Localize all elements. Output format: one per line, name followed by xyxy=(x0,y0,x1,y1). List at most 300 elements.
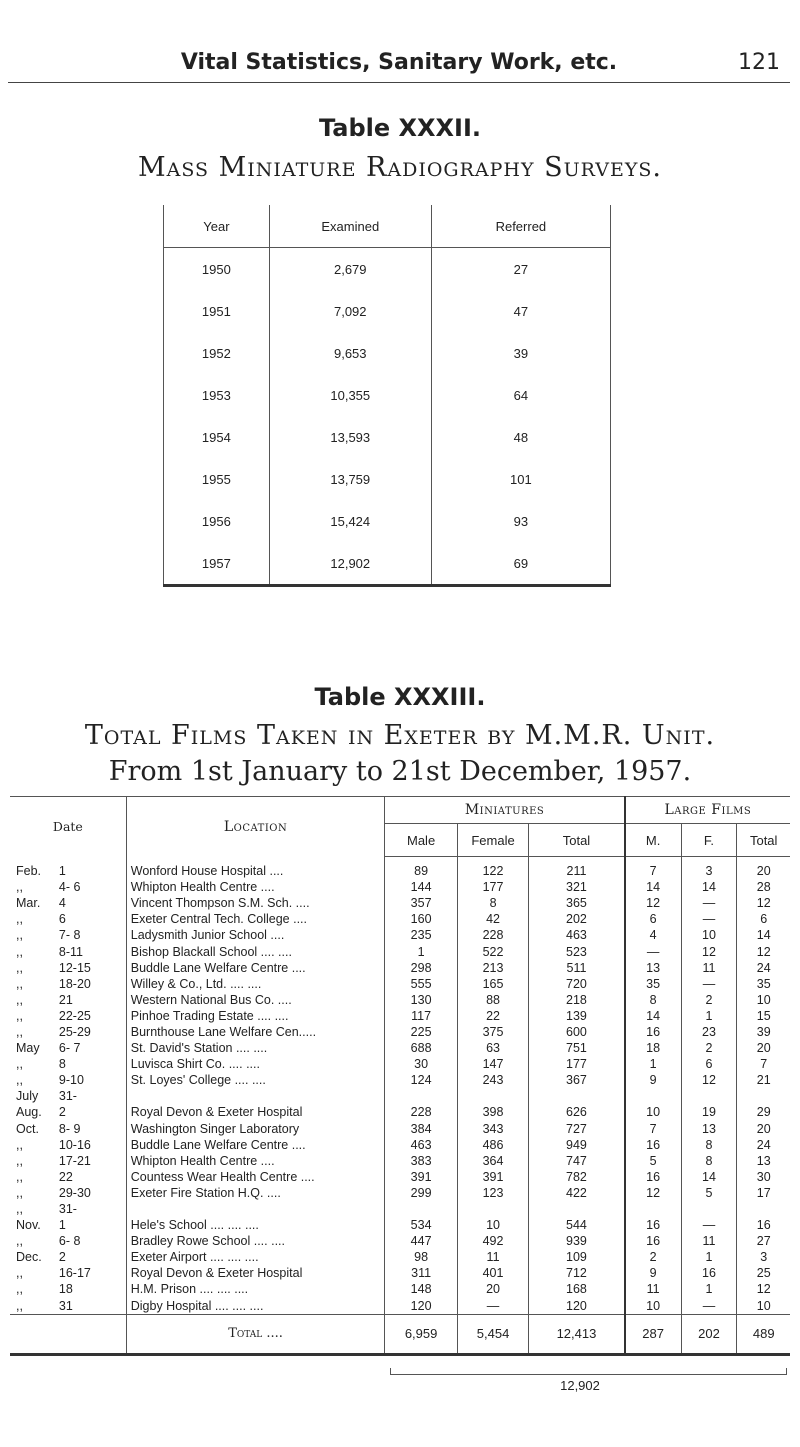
large-total-cell: 13 xyxy=(737,1153,790,1169)
female-cell xyxy=(457,1201,528,1217)
large-m-cell xyxy=(625,1088,681,1104)
large-total-cell: 14 xyxy=(737,927,790,943)
examined-cell: 2,679 xyxy=(269,248,431,291)
large-total-cell: 15 xyxy=(737,1008,790,1024)
header-title: Vital Statistics, Sanitary Work, etc. xyxy=(180,50,618,75)
day-cell: 18-20 xyxy=(58,976,91,991)
large-m-cell: 16 xyxy=(625,1024,681,1040)
year-cell: 1954 xyxy=(164,416,270,458)
table-row xyxy=(10,1265,790,1281)
male-cell xyxy=(385,1201,457,1217)
male-cell: 30 xyxy=(385,1056,457,1072)
large-f-cell: — xyxy=(681,911,737,927)
location-cell: Wonford House Hospital .... xyxy=(126,863,385,879)
female-cell: 20 xyxy=(457,1281,528,1297)
total-cell: 202 xyxy=(529,911,625,927)
referred-cell: 47 xyxy=(431,290,610,332)
table-row xyxy=(10,992,790,1008)
table32-label: Table XXXII. xyxy=(319,114,481,142)
month-cell: ,, xyxy=(16,1234,23,1249)
month-cell: May xyxy=(16,1041,40,1056)
male-cell: 384 xyxy=(385,1121,457,1137)
location-cell: Hele's School .... .... .... xyxy=(126,1217,385,1233)
month-cell: ,, xyxy=(16,880,23,895)
large-m-cell: 10 xyxy=(625,1298,681,1315)
year-cell: 1951 xyxy=(164,290,270,332)
col-male: Male xyxy=(385,824,457,857)
col-f: F. xyxy=(681,824,737,857)
male-cell: 225 xyxy=(385,1024,457,1040)
female-cell: 391 xyxy=(457,1169,528,1185)
male-cell: 311 xyxy=(385,1265,457,1281)
referred-cell: 27 xyxy=(431,248,610,291)
male-cell: 1 xyxy=(385,943,457,959)
col-referred: Referred xyxy=(431,205,610,248)
total-m: 287 xyxy=(625,1314,681,1354)
day-cell: 2 xyxy=(58,1105,66,1120)
total-cell: 727 xyxy=(529,1121,625,1137)
table-row xyxy=(10,1169,790,1185)
total-cell: 177 xyxy=(529,1056,625,1072)
table-row xyxy=(10,1040,790,1056)
day-cell: 6- 7 xyxy=(58,1041,81,1056)
large-m-cell: 7 xyxy=(625,1121,681,1137)
totals-date-cell xyxy=(10,1314,126,1354)
totals-label: Total .... xyxy=(126,1314,385,1354)
examined-cell: 10,355 xyxy=(269,374,431,416)
large-f-cell xyxy=(681,1201,737,1217)
large-f-cell: 13 xyxy=(681,1121,737,1137)
table-row xyxy=(10,1217,790,1233)
day-cell: 7- 8 xyxy=(58,928,81,943)
month-cell: July xyxy=(16,1089,39,1104)
referred-cell: 101 xyxy=(431,458,610,500)
large-f-cell: 1 xyxy=(681,1281,737,1297)
large-total-cell xyxy=(737,1088,790,1104)
male-cell: 357 xyxy=(385,895,457,911)
table-row xyxy=(10,927,790,943)
total-cell: 720 xyxy=(529,976,625,992)
large-f-cell: 2 xyxy=(681,992,737,1008)
large-m-cell: 12 xyxy=(625,895,681,911)
total-cell: 139 xyxy=(529,1008,625,1024)
female-cell: 177 xyxy=(457,879,528,895)
male-cell: 148 xyxy=(385,1281,457,1297)
month-cell: ,, xyxy=(16,976,23,991)
table33-subtitle: From 1st January to 21st December, 1957. xyxy=(108,756,692,787)
large-f-cell: 3 xyxy=(681,863,737,879)
large-m-cell: 10 xyxy=(625,1104,681,1120)
day-cell: 22-25 xyxy=(58,1008,91,1023)
page-number: 121 xyxy=(738,50,780,75)
large-total-cell: 30 xyxy=(737,1169,790,1185)
referred-cell: 39 xyxy=(431,332,610,374)
col-m: M. xyxy=(625,824,681,857)
large-m-cell: 16 xyxy=(625,1217,681,1233)
day-cell: 31 xyxy=(58,1298,73,1313)
table-row xyxy=(10,960,790,976)
day-cell: 8-11 xyxy=(58,944,83,959)
month-cell: Oct. xyxy=(16,1121,39,1136)
month-cell: ,, xyxy=(16,1185,23,1200)
col-location: Location xyxy=(126,797,385,857)
location-cell: Willey & Co., Ltd. .... .... xyxy=(126,976,385,992)
female-cell: 213 xyxy=(457,960,528,976)
total-miniatures: 12,413 xyxy=(529,1314,625,1354)
male-cell: 89 xyxy=(385,863,457,879)
day-cell: 17-21 xyxy=(58,1153,91,1168)
female-cell: 375 xyxy=(457,1024,528,1040)
large-total-cell: 24 xyxy=(737,1137,790,1153)
table33-title: Total Films Taken in Exeter by M.M.R. Unit. xyxy=(84,720,716,751)
month-cell: Mar. xyxy=(16,896,41,911)
female-cell: 364 xyxy=(457,1153,528,1169)
table-row xyxy=(164,458,611,500)
male-cell: 120 xyxy=(385,1298,457,1315)
table-row xyxy=(10,1233,790,1249)
location-cell: Whipton Health Centre .... xyxy=(126,879,385,895)
location-cell: Whipton Health Centre .... xyxy=(126,1153,385,1169)
table-row xyxy=(10,1072,790,1088)
col-group-large-films: Large Films xyxy=(625,797,790,824)
table-row xyxy=(10,863,790,879)
large-f-cell: 5 xyxy=(681,1185,737,1201)
table-row xyxy=(164,290,611,332)
large-m-cell: 14 xyxy=(625,879,681,895)
total-cell: 218 xyxy=(529,992,625,1008)
male-cell: 130 xyxy=(385,992,457,1008)
total-cell: 422 xyxy=(529,1185,625,1201)
day-cell: 2 xyxy=(58,1250,66,1265)
examined-cell: 9,653 xyxy=(269,332,431,374)
large-total-cell: 10 xyxy=(737,992,790,1008)
large-total-cell: 6 xyxy=(737,911,790,927)
day-cell: 22 xyxy=(58,1169,73,1184)
col-large-total: Total xyxy=(737,824,790,857)
female-cell: 63 xyxy=(457,1040,528,1056)
female-cell: 22 xyxy=(457,1008,528,1024)
large-m-cell: 9 xyxy=(625,1072,681,1088)
day-cell: 8 xyxy=(58,1057,66,1072)
large-m-cell: 13 xyxy=(625,960,681,976)
radiography-surveys-table xyxy=(163,205,611,587)
month-cell: Aug. xyxy=(16,1105,42,1120)
large-total-cell: 25 xyxy=(737,1265,790,1281)
female-cell: 492 xyxy=(457,1233,528,1249)
day-cell: 8- 9 xyxy=(58,1121,81,1136)
month-cell: ,, xyxy=(16,1266,23,1281)
col-year: Year xyxy=(164,205,270,248)
table-row xyxy=(10,976,790,992)
large-f-cell: 1 xyxy=(681,1249,737,1265)
total-large: 489 xyxy=(737,1314,790,1354)
month-cell: ,, xyxy=(16,1137,23,1152)
day-cell: 18 xyxy=(58,1282,73,1297)
location-cell: Washington Singer Laboratory xyxy=(126,1121,385,1137)
year-cell: 1957 xyxy=(164,542,270,586)
large-f-cell: 1 xyxy=(681,1008,737,1024)
male-cell: 391 xyxy=(385,1169,457,1185)
large-f-cell: 6 xyxy=(681,1056,737,1072)
location-cell: Exeter Airport .... .... .... xyxy=(126,1249,385,1265)
total-cell: 712 xyxy=(529,1265,625,1281)
large-m-cell: 11 xyxy=(625,1281,681,1297)
location-cell: H.M. Prison .... .... .... xyxy=(126,1281,385,1297)
table-row xyxy=(10,1249,790,1265)
day-cell: 1 xyxy=(58,1218,66,1233)
day-cell: 4 xyxy=(58,896,66,911)
male-cell: 117 xyxy=(385,1008,457,1024)
large-total-cell: 20 xyxy=(737,863,790,879)
month-cell: ,, xyxy=(16,1169,23,1184)
month-cell: Nov. xyxy=(16,1218,41,1233)
day-cell: 25-29 xyxy=(58,1024,91,1039)
female-cell: 122 xyxy=(457,863,528,879)
female-cell: 398 xyxy=(457,1104,528,1120)
month-cell: ,, xyxy=(16,1073,23,1088)
table-row xyxy=(10,1281,790,1297)
day-cell: 12-15 xyxy=(58,960,91,975)
day-cell: 6- 8 xyxy=(58,1234,81,1249)
location-cell: Burnthouse Lane Welfare Cen..... xyxy=(126,1024,385,1040)
total-cell: 751 xyxy=(529,1040,625,1056)
total-cell: 600 xyxy=(529,1024,625,1040)
total-cell: 626 xyxy=(529,1104,625,1120)
total-male: 6,959 xyxy=(385,1314,457,1354)
table-row xyxy=(10,1056,790,1072)
large-m-cell: 16 xyxy=(625,1233,681,1249)
total-f: 202 xyxy=(681,1314,737,1354)
year-cell: 1956 xyxy=(164,500,270,542)
male-cell: 555 xyxy=(385,976,457,992)
large-f-cell: 19 xyxy=(681,1104,737,1120)
total-cell xyxy=(529,1201,625,1217)
large-f-cell: 11 xyxy=(681,1233,737,1249)
location-cell: Royal Devon & Exeter Hospital xyxy=(126,1265,385,1281)
location-cell: Bishop Blackall School .... .... xyxy=(126,943,385,959)
day-cell: 31- xyxy=(58,1089,77,1104)
female-cell: 10 xyxy=(457,1217,528,1233)
location-cell: St. Loyes' College .... .... xyxy=(126,1072,385,1088)
referred-cell: 93 xyxy=(431,500,610,542)
total-cell: 365 xyxy=(529,895,625,911)
male-cell: 228 xyxy=(385,1104,457,1120)
female-cell xyxy=(457,1088,528,1104)
total-cell: 168 xyxy=(529,1281,625,1297)
location-cell: Pinhoe Trading Estate .... .... xyxy=(126,1008,385,1024)
table-row xyxy=(10,1121,790,1137)
examined-cell: 13,759 xyxy=(269,458,431,500)
table-row xyxy=(164,248,611,291)
day-cell: 6 xyxy=(58,912,66,927)
large-total-cell xyxy=(737,1201,790,1217)
male-cell: 144 xyxy=(385,879,457,895)
male-cell: 463 xyxy=(385,1137,457,1153)
male-cell: 98 xyxy=(385,1249,457,1265)
location-cell: Bradley Rowe School .... .... xyxy=(126,1233,385,1249)
table-row xyxy=(10,1008,790,1024)
large-total-cell: 12 xyxy=(737,943,790,959)
large-f-cell xyxy=(681,1088,737,1104)
month-cell: ,, xyxy=(16,944,23,959)
large-f-cell: — xyxy=(681,1298,737,1315)
location-cell: Vincent Thompson S.M. Sch. .... xyxy=(126,895,385,911)
location-cell xyxy=(126,1201,385,1217)
large-total-cell: 27 xyxy=(737,1233,790,1249)
large-f-cell: 8 xyxy=(681,1137,737,1153)
male-cell: 688 xyxy=(385,1040,457,1056)
large-m-cell: 12 xyxy=(625,1185,681,1201)
day-cell: 9-10 xyxy=(58,1073,84,1088)
large-m-cell xyxy=(625,1201,681,1217)
table-row xyxy=(10,911,790,927)
large-m-cell: 18 xyxy=(625,1040,681,1056)
grand-total-brace xyxy=(390,1368,787,1375)
large-f-cell: 12 xyxy=(681,1072,737,1088)
female-cell: 228 xyxy=(457,927,528,943)
total-cell: 463 xyxy=(529,927,625,943)
month-cell: ,, xyxy=(16,1298,23,1313)
location-cell: Exeter Central Tech. College .... xyxy=(126,911,385,927)
examined-cell: 7,092 xyxy=(269,290,431,332)
large-f-cell: 2 xyxy=(681,1040,737,1056)
col-date: Date xyxy=(10,797,126,857)
year-cell: 1955 xyxy=(164,458,270,500)
large-f-cell: 10 xyxy=(681,927,737,943)
large-m-cell: — xyxy=(625,943,681,959)
female-cell: — xyxy=(457,1298,528,1315)
male-cell: 235 xyxy=(385,927,457,943)
large-m-cell: 16 xyxy=(625,1169,681,1185)
large-total-cell: 24 xyxy=(737,960,790,976)
large-total-cell: 12 xyxy=(737,895,790,911)
location-cell: Digby Hospital .... .... .... xyxy=(126,1298,385,1315)
male-cell: 298 xyxy=(385,960,457,976)
month-cell: ,, xyxy=(16,960,23,975)
female-cell: 88 xyxy=(457,992,528,1008)
examined-cell: 12,902 xyxy=(269,542,431,586)
large-total-cell: 12 xyxy=(737,1281,790,1297)
female-cell: 343 xyxy=(457,1121,528,1137)
total-cell: 544 xyxy=(529,1217,625,1233)
large-total-cell: 17 xyxy=(737,1185,790,1201)
table-row xyxy=(10,1201,790,1217)
month-cell: ,, xyxy=(16,912,23,927)
referred-cell: 48 xyxy=(431,416,610,458)
col-group-miniatures: Miniatures xyxy=(385,797,625,824)
large-m-cell: 5 xyxy=(625,1153,681,1169)
large-f-cell: — xyxy=(681,895,737,911)
female-cell: 401 xyxy=(457,1265,528,1281)
female-cell: 165 xyxy=(457,976,528,992)
running-header xyxy=(8,50,790,83)
col-female: Female xyxy=(457,824,528,857)
totals-row xyxy=(10,1314,790,1354)
total-cell: 523 xyxy=(529,943,625,959)
large-f-cell: 12 xyxy=(681,943,737,959)
examined-cell: 13,593 xyxy=(269,416,431,458)
total-cell xyxy=(529,1088,625,1104)
month-cell: ,, xyxy=(16,1057,23,1072)
large-total-cell: 7 xyxy=(737,1056,790,1072)
male-cell: 124 xyxy=(385,1072,457,1088)
year-cell: 1953 xyxy=(164,374,270,416)
location-cell: Luvisca Shirt Co. .... .... xyxy=(126,1056,385,1072)
large-m-cell: 14 xyxy=(625,1008,681,1024)
large-f-cell: — xyxy=(681,1217,737,1233)
large-m-cell: 35 xyxy=(625,976,681,992)
day-cell: 1 xyxy=(58,864,66,879)
location-cell: Buddle Lane Welfare Centre .... xyxy=(126,1137,385,1153)
month-cell: Feb. xyxy=(16,864,42,879)
year-cell: 1952 xyxy=(164,332,270,374)
total-cell: 367 xyxy=(529,1072,625,1088)
total-cell: 109 xyxy=(529,1249,625,1265)
table-row xyxy=(164,500,611,542)
male-cell: 299 xyxy=(385,1185,457,1201)
large-f-cell: — xyxy=(681,976,737,992)
large-total-cell: 39 xyxy=(737,1024,790,1040)
table-row xyxy=(164,374,611,416)
total-cell: 782 xyxy=(529,1169,625,1185)
table-row xyxy=(10,943,790,959)
male-cell: 447 xyxy=(385,1233,457,1249)
large-f-cell: 14 xyxy=(681,1169,737,1185)
large-total-cell: 16 xyxy=(737,1217,790,1233)
day-cell: 10-16 xyxy=(58,1137,91,1152)
total-cell: 511 xyxy=(529,960,625,976)
month-cell: ,, xyxy=(16,1024,23,1039)
total-cell: 321 xyxy=(529,879,625,895)
total-cell: 120 xyxy=(529,1298,625,1315)
female-cell: 123 xyxy=(457,1185,528,1201)
location-cell: St. David's Station .... .... xyxy=(126,1040,385,1056)
year-cell: 1950 xyxy=(164,248,270,291)
table-row xyxy=(164,416,611,458)
table-row xyxy=(10,895,790,911)
large-f-cell: 11 xyxy=(681,960,737,976)
total-cell: 747 xyxy=(529,1153,625,1169)
col-examined: Examined xyxy=(269,205,431,248)
large-f-cell: 23 xyxy=(681,1024,737,1040)
col-total: Total xyxy=(529,824,625,857)
large-m-cell: 16 xyxy=(625,1137,681,1153)
large-f-cell: 14 xyxy=(681,879,737,895)
location-cell: Ladysmith Junior School .... xyxy=(126,927,385,943)
large-total-cell: 28 xyxy=(737,879,790,895)
large-m-cell: 2 xyxy=(625,1249,681,1265)
total-cell: 939 xyxy=(529,1233,625,1249)
table-row xyxy=(10,1137,790,1153)
month-cell: ,, xyxy=(16,992,23,1007)
large-total-cell: 35 xyxy=(737,976,790,992)
location-cell: Western National Bus Co. .... xyxy=(126,992,385,1008)
female-cell: 147 xyxy=(457,1056,528,1072)
large-f-cell: 8 xyxy=(681,1153,737,1169)
total-cell: 949 xyxy=(529,1137,625,1153)
large-total-cell: 29 xyxy=(737,1104,790,1120)
total-female: 5,454 xyxy=(457,1314,528,1354)
male-cell xyxy=(385,1088,457,1104)
table32-title: Mass Miniature Radiography Surveys. xyxy=(138,152,662,183)
month-cell: ,, xyxy=(16,1008,23,1023)
month-cell: Dec. xyxy=(16,1250,42,1265)
large-m-cell: 9 xyxy=(625,1265,681,1281)
day-cell: 4- 6 xyxy=(58,880,81,895)
large-m-cell: 7 xyxy=(625,863,681,879)
large-m-cell: 8 xyxy=(625,992,681,1008)
month-cell: ,, xyxy=(16,1153,23,1168)
